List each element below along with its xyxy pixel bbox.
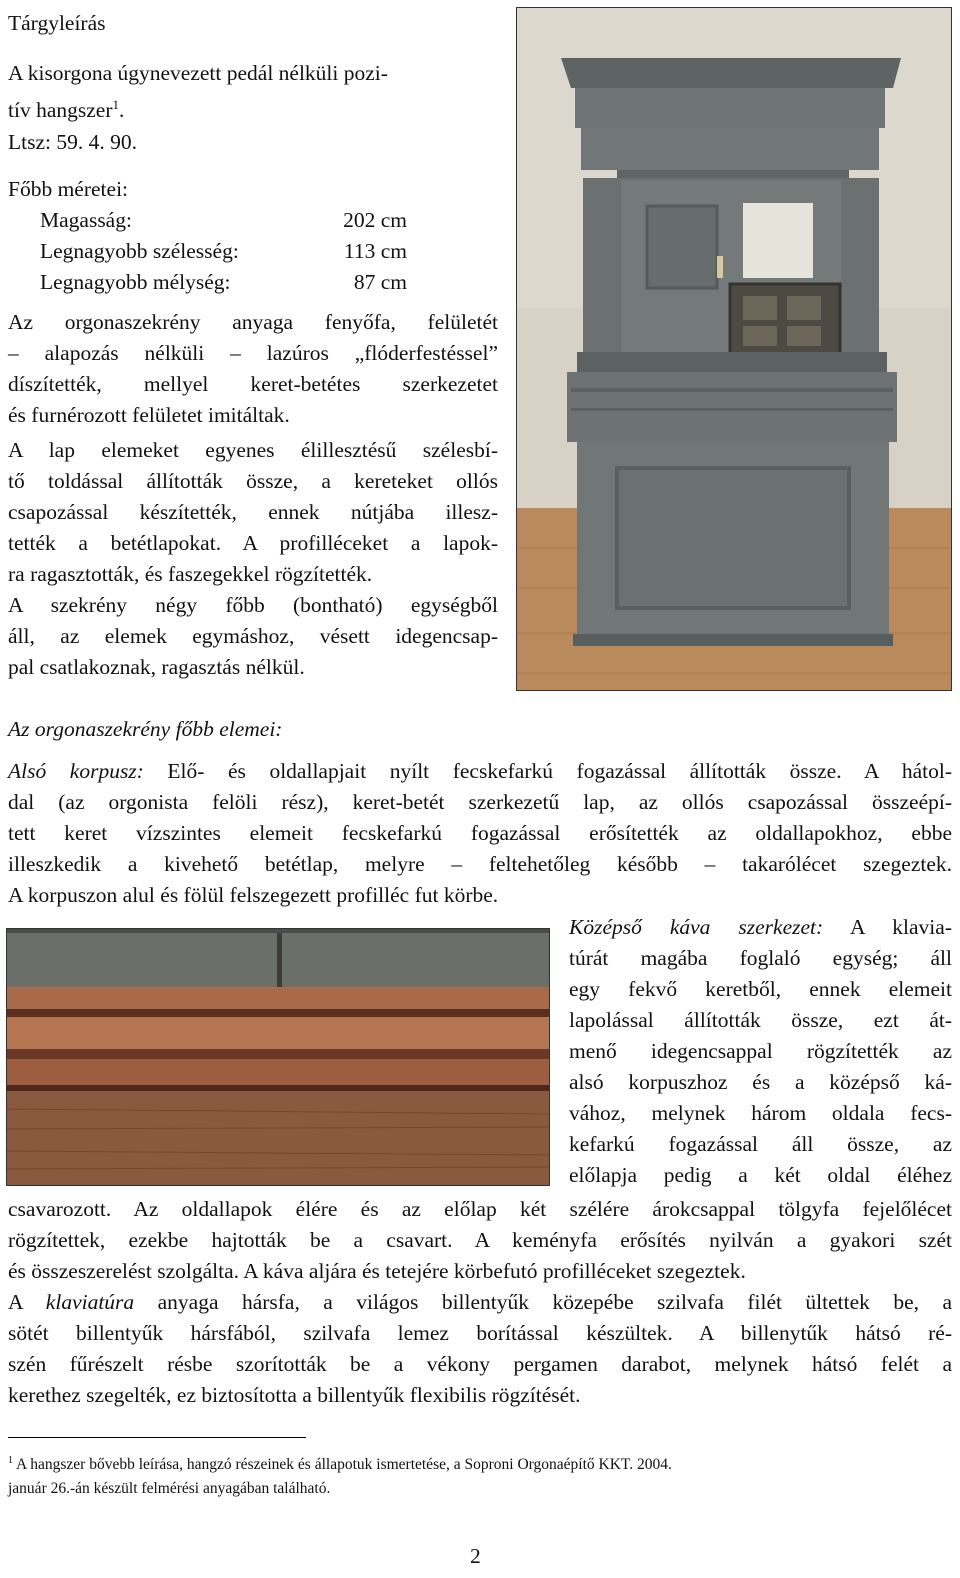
footnote-line: január 26.-án készült felmérési anyagában található. bbox=[8, 1480, 331, 1498]
keyboard-term: klaviatúra bbox=[45, 1290, 135, 1314]
paragraph-line: sötét billentyűk hársfából, szilvafa lemez borítással készültek. A billenytűk hátsó ré- bbox=[8, 1321, 952, 1345]
dimension-row bbox=[40, 267, 407, 298]
section-label: Alsó korpusz: bbox=[8, 759, 144, 783]
page-number: 2 bbox=[470, 1544, 481, 1568]
intro-line: A kisorgona úgynevezett pedál nélküli pozi- bbox=[8, 61, 388, 85]
inventory-number: Ltsz: 59. 4. 90. bbox=[8, 130, 137, 154]
footnote-separator bbox=[8, 1437, 306, 1438]
paragraph-line: ra ragasztották, és faszegekkel rögzítették. bbox=[8, 562, 373, 586]
lower-body-paragraph bbox=[8, 756, 952, 911]
paragraph-line: előlapja pedig a két oldal éléhez bbox=[569, 1163, 952, 1187]
dimensions-label: Főbb méretei: bbox=[8, 177, 129, 201]
paragraph-line: dal (az orgonista felöli rész), keret-betét szerkezetű lap, az ollós csapozással összeépí- bbox=[8, 790, 952, 814]
paragraph-line: tő toldással állították össze, a kereteket ollós bbox=[8, 469, 498, 493]
dimensions-table bbox=[40, 205, 407, 298]
paragraph-line: A lap elemeket egyenes élillesztésű szélesbí- bbox=[8, 438, 498, 462]
intro-line bbox=[8, 89, 500, 126]
paragraph-line: A korpuszon alul és fölül felszegezett profilléc fut körbe. bbox=[8, 883, 499, 907]
dimension-row bbox=[40, 205, 407, 236]
paragraph-line: tett keret vízszintes elemeit fecskefarkú fogazással erősítették az oldallapokhoz, ebbe bbox=[8, 821, 952, 845]
molding-detail-photo bbox=[6, 928, 550, 1186]
dimension-label: Legnagyobb mélység: bbox=[40, 270, 231, 294]
paragraph-line: csavarozott. Az oldallapok élére és az előlap két szélére árokcsappal tölgyfa fejelőlécet bbox=[8, 1197, 952, 1221]
paragraph-line: és furnérozott felületet imitáltak. bbox=[8, 403, 290, 427]
paragraph-line: szén fűrészelt résbe szorították be a vékony pergamen darabot, melynek hátsó felét a bbox=[8, 1352, 952, 1376]
dimension-value: 87 cm bbox=[353, 270, 407, 294]
paragraph-text: Elő- és oldallapjait nyílt fecskefarkú fogazással állították össze. A hátol- bbox=[143, 759, 952, 783]
footnote-line bbox=[8, 1449, 952, 1477]
paragraph-text: anyaga hársfa, a világos billentyűk közepébe szilvafa filét ültettek be, a bbox=[134, 1290, 953, 1314]
dimension-value: 202 cm bbox=[343, 208, 407, 232]
paragraph-line: tették a betétlapokat. A profilléceket a lapok- bbox=[8, 531, 498, 555]
paragraph-text: A bbox=[8, 1290, 46, 1314]
footnote-ref[interactable]: 1 bbox=[112, 97, 119, 112]
paragraph-line: rögzítettek, ezekbe hajtották be a csavart. A keményfa erősítés nyilván a gyakori szét bbox=[8, 1228, 952, 1252]
paragraph-line: Az orgonaszekrény anyaga fenyőfa, felületét bbox=[8, 310, 498, 334]
paragraph-line: lapolással állították össze, ezt át- bbox=[569, 1008, 952, 1032]
middle-frame-continuation bbox=[8, 1194, 952, 1411]
paragraph-line: alsó korpuszhoz és a középső ká- bbox=[569, 1070, 952, 1094]
footnote bbox=[8, 1449, 952, 1501]
elements-heading-text: Az orgonaszekrény főbb elemei: bbox=[8, 717, 283, 741]
material-paragraph bbox=[8, 307, 498, 431]
elements-heading bbox=[8, 714, 282, 745]
dimension-value: 113 cm bbox=[343, 239, 407, 263]
paragraph-line: egy fekvő keretből, ennek elemeit bbox=[569, 977, 952, 1001]
paragraph-line: és összeszerelést szolgálta. A káva aljára és tetejére körbefutó profilléceket szegeztek. bbox=[8, 1259, 746, 1283]
paragraph-text: A klavia- bbox=[823, 915, 952, 939]
paragraph-line: csapozással készítették, ennek nútjába illesz- bbox=[8, 500, 498, 524]
dimension-label: Magasság: bbox=[40, 208, 132, 232]
paragraph-line: vához, melynek három oldala fecs- bbox=[569, 1101, 952, 1125]
intro-text bbox=[8, 58, 500, 126]
paragraph-line: kerethez szegelték, ez biztosította a billentyűk flexibilis rögzítését. bbox=[8, 1383, 581, 1407]
dimension-row bbox=[40, 236, 407, 267]
paragraph-line: – alapozás nélküli – lazúros „flóderfestéssel” bbox=[8, 341, 498, 365]
paragraph-line: menő idegencsappal rögzítették az bbox=[569, 1039, 952, 1063]
dimension-label: Legnagyobb szélesség: bbox=[40, 239, 239, 263]
paragraph-line: díszítették, mellyel keret-betétes szerkezetet bbox=[8, 372, 498, 396]
paragraph-line bbox=[569, 912, 952, 943]
paragraph-line: áll, az elemek egymáshoz, vésett idegencsap- bbox=[8, 624, 498, 648]
construction-paragraph bbox=[8, 435, 498, 683]
organ-cabinet-photo bbox=[516, 7, 952, 691]
paragraph-line: túrát magába foglaló egység; áll bbox=[569, 946, 952, 970]
footnote-text: A hangszer bővebb leírása, hangzó részeinek és állapotuk ismertetése, a Soproni Orgonaépítő KKT. 2004. bbox=[13, 1456, 672, 1474]
organ-cabinet-illustration bbox=[517, 8, 951, 690]
paragraph-line: pal csatlakoznak, ragasztás nélkül. bbox=[8, 655, 305, 679]
intro-line-text: . bbox=[118, 98, 125, 123]
paragraph-line: A szekrény négy főbb (bontható) egységből bbox=[8, 593, 498, 617]
intro-line-text: tív hangszer bbox=[8, 98, 113, 123]
paragraph-line bbox=[8, 756, 952, 787]
footnote-mark: 1 bbox=[8, 1455, 13, 1466]
paragraph-line: illeszkedik a kivehető betétlap, melyre – feltehetőleg később – takarólécet szegeztek. bbox=[8, 852, 952, 876]
page-heading: Tárgyleírás bbox=[8, 11, 106, 35]
section-label: Középső káva szerkezet: bbox=[569, 915, 824, 939]
paragraph-line bbox=[8, 1287, 952, 1318]
middle-frame-paragraph bbox=[569, 912, 952, 1191]
paragraph-line: kefarkú fogazással áll össze, az bbox=[569, 1132, 952, 1156]
molding-detail-illustration bbox=[7, 929, 549, 1185]
